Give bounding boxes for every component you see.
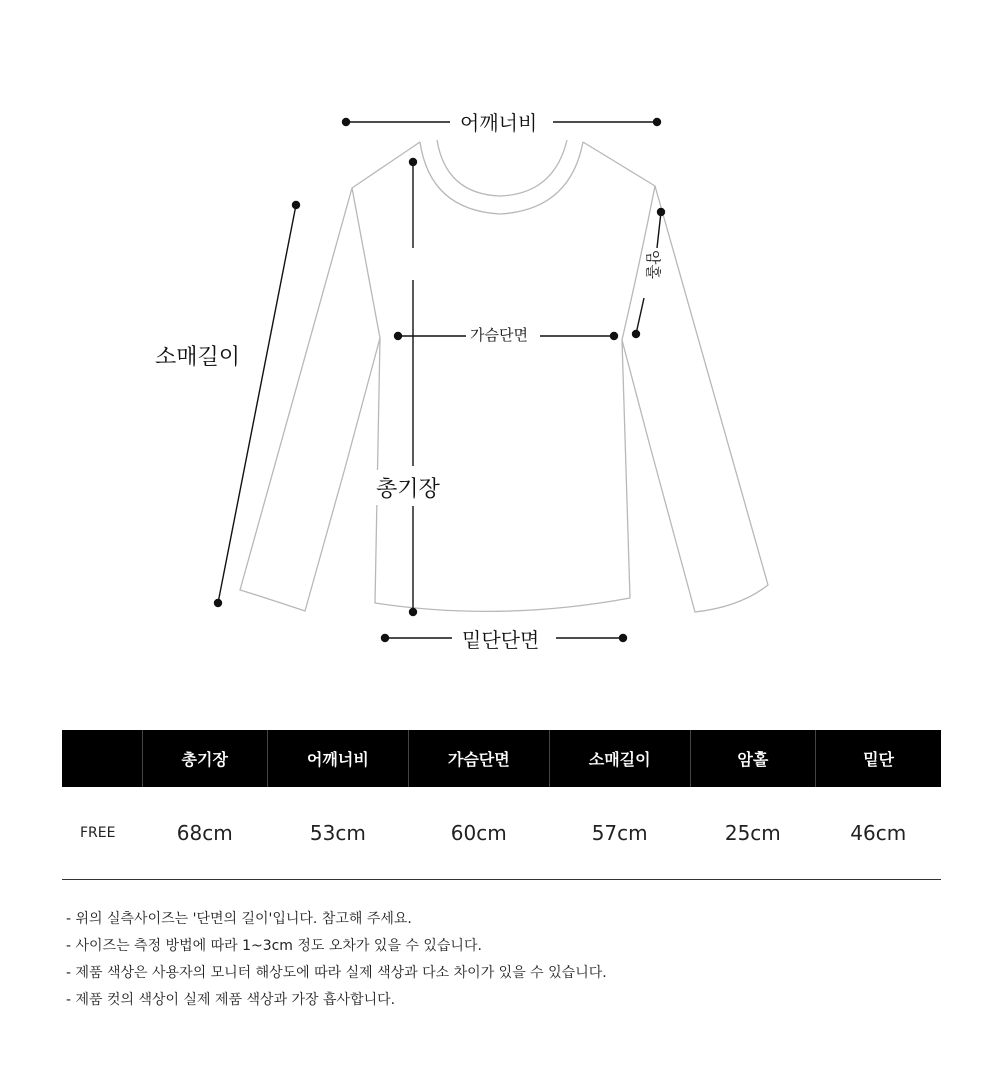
- total-length-label: 총기장: [376, 470, 440, 505]
- table-cell: 46cm: [850, 820, 907, 845]
- note-item: - 제품 색상은 사용자의 모니터 해상도에 따라 실제 색상과 다소 차이가 있을 수 있습니다.: [66, 965, 607, 981]
- note-item: - 위의 실측사이즈는 '단면의 길이'입니다. 참고해 주세요.: [66, 911, 412, 927]
- table-row: [62, 787, 941, 879]
- table-header-cell: [62, 730, 142, 787]
- table-cell: 25cm: [724, 820, 781, 845]
- armhole-label: 암홀: [644, 250, 662, 279]
- table-cell: 60cm: [450, 820, 507, 845]
- chest-width-label: 가슴단면: [470, 326, 528, 344]
- shoulder-width-label: 어깨너비: [455, 107, 542, 136]
- size-label-cell: FREE: [80, 824, 116, 841]
- hem-width-label: 밑단단면: [456, 624, 545, 653]
- sleeve-length-label: 소매길이: [155, 340, 240, 371]
- note-item: - 제품 컷의 색상이 실제 제품 색상과 가장 흡사합니다.: [66, 992, 396, 1008]
- table-header-cell: 가슴단면: [408, 730, 549, 787]
- note-item: - 사이즈는 측정 방법에 따라 1~3cm 정도 오차가 있을 수 있습니다.: [66, 938, 482, 954]
- table-cell: 57cm: [591, 820, 648, 845]
- notes-list: [66, 906, 607, 1014]
- size-table: [62, 730, 941, 880]
- table-header-cell: 어깨너비: [267, 730, 408, 787]
- table-cell: 68cm: [176, 820, 233, 845]
- table-header-cell: 밑단: [816, 730, 941, 787]
- table-cell: 53cm: [309, 820, 366, 845]
- table-header-cell: 총기장: [142, 730, 267, 787]
- table-header-cell: 소매길이: [549, 730, 690, 787]
- table-header-row: [62, 730, 941, 787]
- table-header-cell: 암홀: [690, 730, 815, 787]
